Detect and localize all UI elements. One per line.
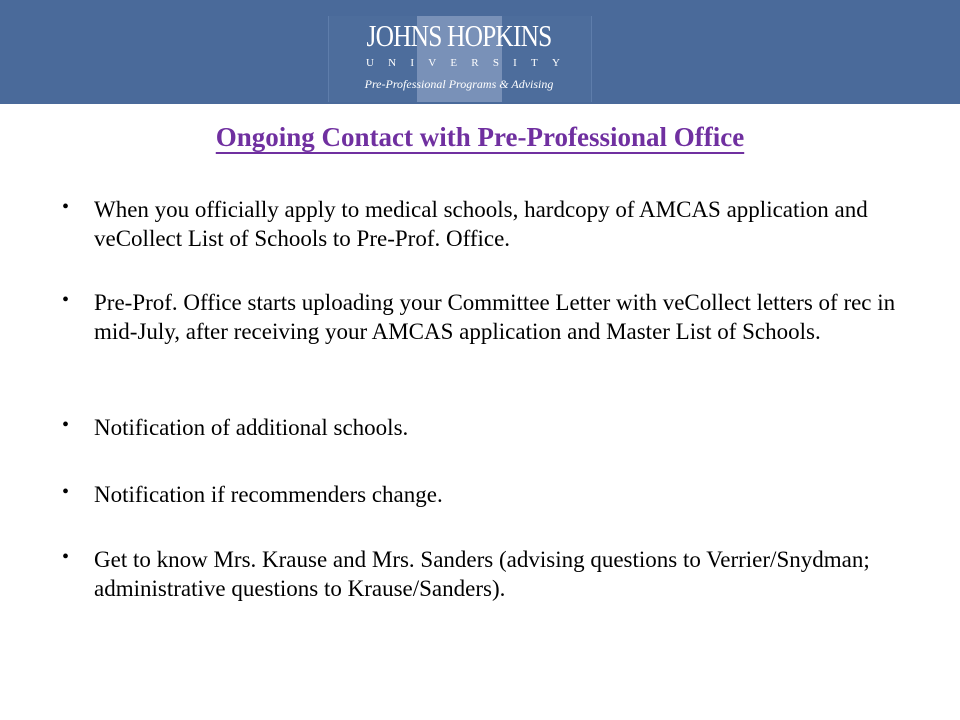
slide-title: Ongoing Contact with Pre-Professional Office <box>215 122 745 152</box>
bullet-text: Notification of additional schools. <box>94 415 409 440</box>
bullet-icon: • <box>62 546 70 568</box>
logo-letter: S <box>492 57 499 69</box>
logo-name: JOHNS HOPKINS <box>366 18 552 53</box>
logo-letter: R <box>471 57 479 69</box>
bullet-item <box>62 480 912 509</box>
bullet-icon: • <box>62 289 70 311</box>
logo-letter: E <box>450 57 458 69</box>
bullet-item <box>62 195 912 253</box>
logo-letter: I <box>513 57 517 69</box>
logo-letter: V <box>428 57 437 69</box>
bullet-icon: • <box>62 414 70 436</box>
logo-subtitle: Pre-Professional Programs & Advising <box>364 77 554 91</box>
bullet-text: Get to know Mrs. Krause and Mrs. Sanders (advising questions to Verrier/Snydman; administrative questions to Krause/Sanders). <box>94 547 870 601</box>
bullet-text: Pre-Prof. Office starts uploading your Committee Letter with veCollect letters of rec in mid-July, after receiving your AMCAS application and Master List of Schools. <box>94 290 896 344</box>
logo-letter: N <box>388 57 397 69</box>
logo-letter: I <box>410 57 414 69</box>
bullet-icon: • <box>62 481 70 503</box>
bullet-text: Notification if recommenders change. <box>94 482 443 507</box>
logo-letter: T <box>531 57 538 69</box>
bullet-icon: • <box>62 196 70 218</box>
logo-letter: Y <box>551 57 560 69</box>
bullet-text: When you officially apply to medical schools, hardcopy of AMCAS application and veCollect List of Schools to Pre-Prof. Office. <box>94 197 868 251</box>
logo-letter: U <box>366 57 374 69</box>
logo-university <box>366 57 560 69</box>
bullet-item <box>62 413 912 442</box>
bullet-item <box>62 545 912 603</box>
bullet-item <box>62 288 912 346</box>
